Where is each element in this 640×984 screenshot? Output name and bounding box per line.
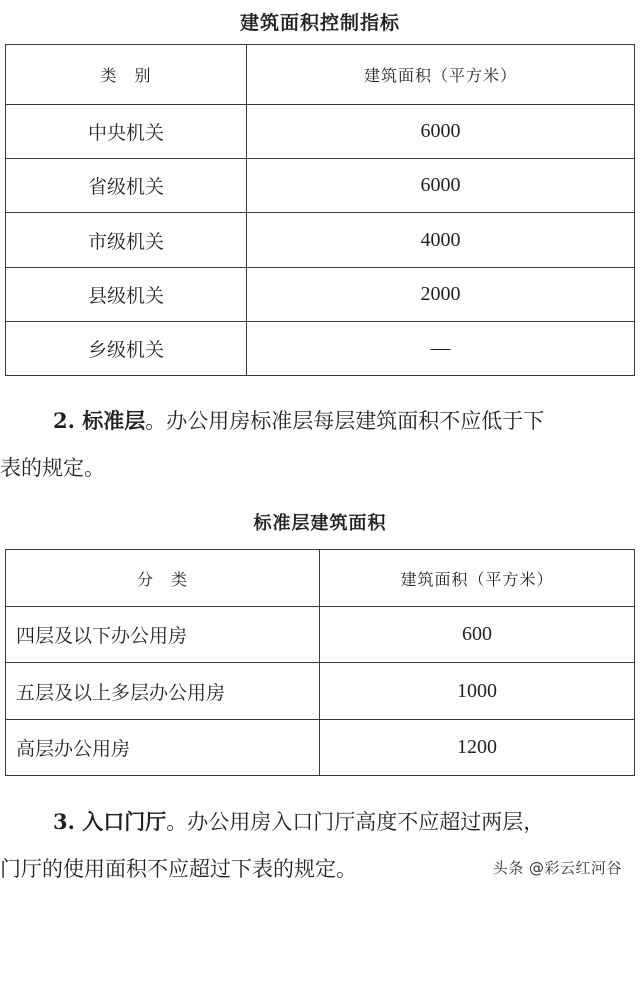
row-category: 高层办公用房 [6, 719, 320, 775]
table-row [6, 607, 635, 663]
paragraph-line [0, 397, 640, 445]
header-area: 建筑面积（平方米） [320, 550, 635, 607]
source-watermark: 头条 @彩云红河谷 [492, 859, 622, 877]
table-row [6, 105, 635, 159]
row-area: 6000 [247, 159, 635, 213]
row-area: 4000 [247, 213, 635, 267]
section-heading: 3. 入口门厅 [53, 809, 167, 834]
table-row [6, 213, 635, 267]
row-category: 中央机关 [6, 105, 247, 159]
standard-floor-area-table [5, 549, 635, 776]
row-category: 四层及以下办公用房 [6, 607, 320, 663]
table-row [6, 719, 635, 775]
table-row [6, 267, 635, 321]
paragraph-line: 门厅的使用面积不应超过下表的规定。 [0, 857, 357, 881]
row-area: 2000 [247, 267, 635, 321]
building-area-control-table [5, 44, 635, 376]
table-header-row [6, 550, 635, 607]
standard-floor-paragraph [0, 397, 640, 492]
table-row [6, 159, 635, 213]
paragraph-text: 。办公用房入口门厅高度不应超过两层， [166, 810, 545, 834]
row-category: 县级机关 [6, 267, 247, 321]
section-heading: 2. 标准层 [53, 408, 146, 433]
row-area: 1200 [320, 719, 635, 775]
header-category: 分 类 [6, 550, 320, 607]
header-area: 建筑面积（平方米） [247, 45, 635, 105]
row-area: 6000 [247, 105, 635, 159]
row-category: 五层及以上多层办公用房 [6, 663, 320, 719]
row-category: 省级机关 [6, 159, 247, 213]
row-category: 乡级机关 [6, 321, 247, 375]
header-category: 类 别 [6, 45, 247, 105]
table-row [6, 321, 635, 375]
row-category: 市级机关 [6, 213, 247, 267]
entrance-lobby-paragraph [0, 798, 640, 893]
table1-caption: 建筑面积控制指标 [239, 12, 400, 34]
row-area: — [247, 321, 635, 375]
table-row [6, 663, 635, 719]
table2-caption: 标准层建筑面积 [253, 513, 387, 534]
paragraph-text: 。办公用房标准层每层建筑面积不应低于下 [145, 409, 545, 433]
row-area: 1000 [320, 663, 635, 719]
row-area: 600 [320, 607, 635, 663]
paragraph-line: 表的规定。 [0, 456, 105, 480]
table-header-row [6, 45, 635, 105]
paragraph-line [0, 798, 640, 846]
